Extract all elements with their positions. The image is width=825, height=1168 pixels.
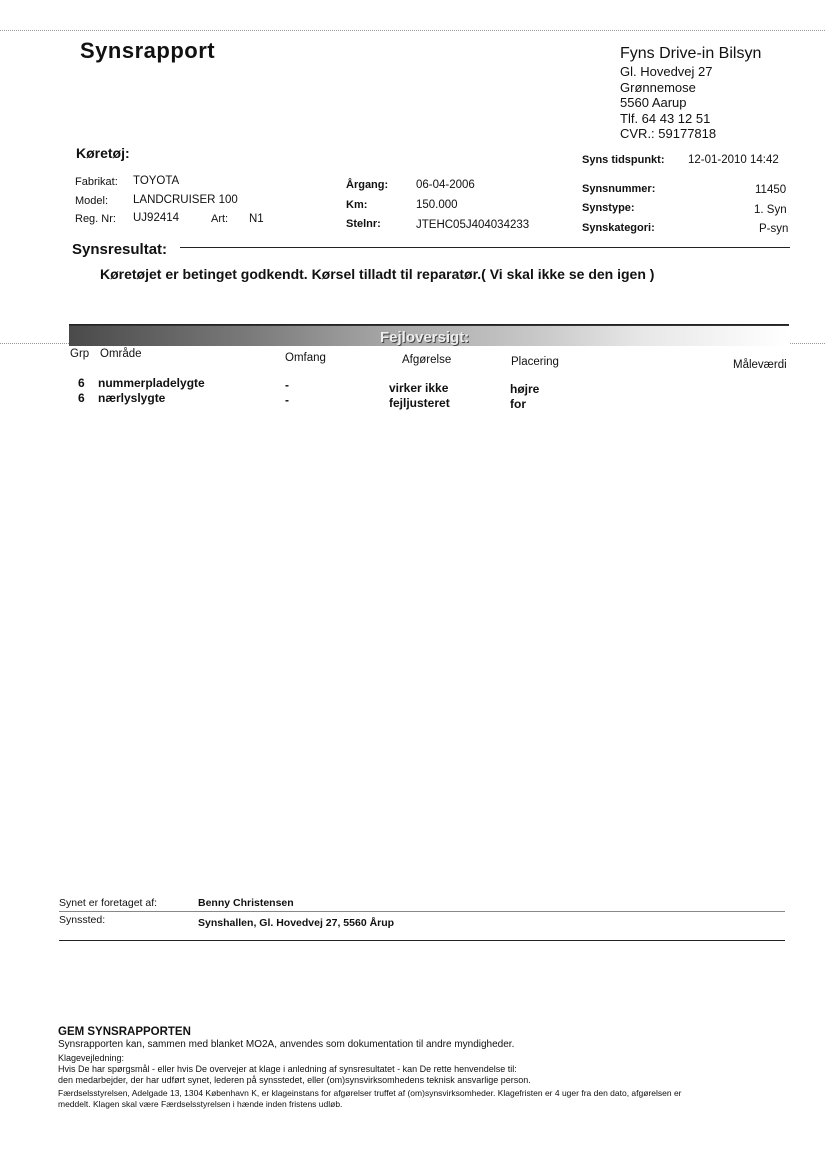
synstype-value: 1. Syn [754,204,787,216]
synsnummer-value: 11450 [755,184,787,196]
row-grp: 6 [78,376,85,390]
argang-value: 06-04-2006 [416,179,475,191]
row-omfang: - [285,393,289,407]
row-grp: 6 [78,391,85,405]
stelnr-label: Stelnr: [346,218,381,230]
col-header-malevaerdi: Måleværdi [733,359,787,371]
art-label: Art: [211,213,229,225]
regnr-value: UJ92414 [133,212,180,224]
address-line: Tlf. 64 43 12 51 [620,110,711,126]
place-value: Synshallen, Gl. Hovedvej 27, 5560 Årup [198,917,395,929]
footer-guide-text: den medarbejder, der har udført synet, lederen på synsstedet, eller (om)synsvirksomhedens teknisk ansvarlige person. [58,1075,531,1085]
synskategori-label: Synskategori: [582,222,655,234]
place-label: Synssted: [59,914,106,926]
fault-overview-label: Fejloversigt: [380,329,470,346]
col-header-omfang: Omfang [285,352,326,364]
footer-guide-text: meddelt. Klagen skal være Færdselsstyrelsen i hænde inden fristens udløb. [58,1099,343,1109]
argang-label: Årgang: [346,179,389,191]
inspector-label: Synet er foretaget af: [59,897,158,909]
company-name: Fyns Drive-in Bilsyn [620,45,762,62]
col-header-placering: Placering [511,356,559,368]
page-title: Synsrapport [80,38,216,63]
result-text: Køretøjet er betinget godkendt. Kørsel tilladt til reparatør.( Vi skal ikke se den igen ) [100,266,655,282]
fabrikat-label: Fabrikat: [75,176,118,188]
scan-edge-line [0,30,825,31]
model-label: Model: [75,195,109,207]
footer-line: Synsrapporten kan, sammen med blanket MO2A, anvendes som dokumentation til andre myndigheder. [58,1039,515,1050]
model-value: LANDCRUISER 100 [133,194,238,206]
art-value: N1 [249,213,264,225]
footer-guide-text: Hvis De har spørgsmål - eller hvis De overvejer at klage i anledning af synsresultatet - kan De rette henvendelse til: [58,1064,517,1074]
synstype-label: Synstype: [582,202,635,214]
col-header-afgorelse: Afgørelse [402,354,452,366]
row-omrade: nærlyslygte [98,391,166,405]
divider [180,247,790,248]
col-header-omrade: Område [100,348,142,360]
company-address [620,64,716,142]
address-line: CVR.: 59177818 [620,126,717,141]
row-afgorelse: virker ikke [389,381,449,395]
row-omrade: nummerpladelygte [98,376,205,390]
km-label: Km: [346,199,368,211]
divider [59,911,785,912]
address-line: 5560 Aarup [620,95,687,110]
regnr-label: Reg. Nr: [75,213,116,225]
vehicle-section-label: Køretøj: [76,145,130,161]
col-header-grp: Grp [70,348,90,360]
stelnr-value: JTEHC05J404034233 [416,219,530,231]
address-line: Grønnemose [620,79,696,95]
footer-heading: GEM SYNSRAPPORTEN [58,1026,191,1038]
synskategori-value: P-syn [759,223,789,235]
address-line: Gl. Hovedvej 27 [620,64,713,79]
inspector-name: Benny Christensen [198,897,294,909]
footer-guide-label: Klagevejledning: [58,1053,125,1063]
result-section-label: Synsresultat: [72,241,168,258]
footer-guide-text: Færdselsstyrelsen, Adelgade 13, 1304 København K, er klageinstans for afgørelser truffet af (om)synsvirksomheder. Klagefristen er 4 uger fra den dato, afgørelsen er [58,1088,682,1098]
fabrikat-value: TOYOTA [133,175,180,187]
row-placering: højre [510,382,540,396]
km-value: 150.000 [416,199,458,211]
synsnummer-label: Synsnummer: [582,183,656,195]
row-afgorelse: fejljusteret [389,396,450,410]
divider [59,940,785,941]
row-placering: for [510,397,526,411]
tidspunkt-value: 12-01-2010 14:42 [688,154,779,166]
row-omfang: - [285,378,289,392]
tidspunkt-label: Syns tidspunkt: [582,154,665,166]
